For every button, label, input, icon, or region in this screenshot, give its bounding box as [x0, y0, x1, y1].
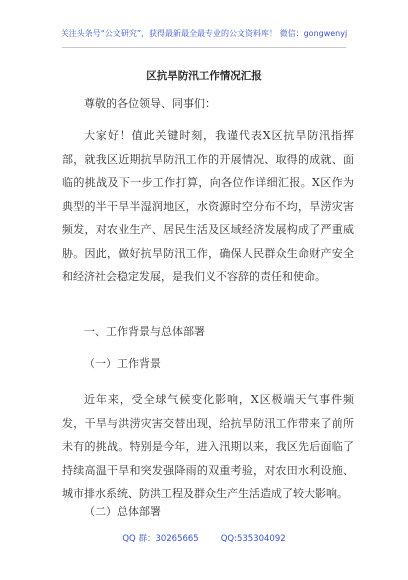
background-paragraph: 近年来，受全球气候变化影响，X区极端天气事件频发，干旱与洪涝灾害交替出现，给抗旱防汛工作带来了前所未有的挑战。特别是今年，进入汛期以来，我区先后面临了持续高温干旱和突发强降雨的双重考验，对农田水利设施、城市排水系统、防洪工程及群众生产生活造成了较大影响。	[62, 393, 354, 500]
subsection-heading-2: （二）总体部署	[84, 505, 161, 518]
header-divider	[62, 47, 346, 48]
document-title: 区抗旱防汛工作情况汇报	[146, 70, 262, 82]
footer-qq: QQ:535304092	[220, 534, 286, 544]
section-heading: 一、工作背景与总体部署	[84, 325, 205, 338]
footer-qq-group: QQ 群：30265665	[122, 534, 199, 544]
subsection-heading: （一）工作背景	[84, 357, 161, 370]
footer-contact	[0, 532, 408, 544]
greeting: 尊敬的各位领导、同事们：	[84, 97, 216, 110]
intro-paragraph: 大家好！值此关键时刻，我谨代表X区抗旱防汛指挥部，就我区近期抗旱防汛工作的开展情况、取得的成就、面临的挑战及下一步工作打算，向各位作详细汇报。X区作为典型的半干旱半湿润地区，水资源时空分布不均，旱涝灾害频发，对农业生产、居民生活及区域经济发展构成了严重威胁。因此，做好抗旱防汛工作，确保人民群众生命财产安全和经济社会稳定发展，是我们义不容辞的责任和使命。	[62, 129, 354, 283]
header-banner: 关注头条号“公文研究”，获得最新最全最专业的公文资料库！ 微信：gongwenyj	[60, 29, 348, 38]
